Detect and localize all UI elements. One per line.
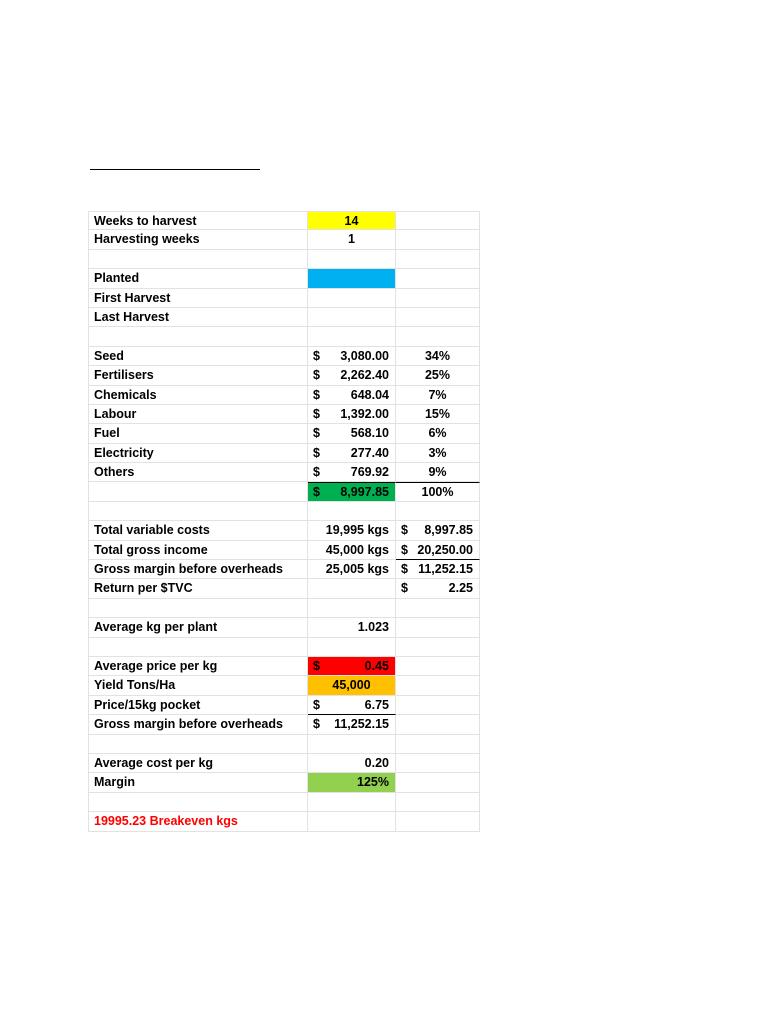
value-cell[interactable] (308, 269, 396, 288)
amount-value: 11,252.15 (418, 562, 473, 577)
value-cell[interactable] (308, 502, 396, 521)
currency-symbol: $ (313, 426, 320, 441)
extra-cell[interactable] (396, 386, 480, 405)
currency-symbol: $ (313, 697, 320, 712)
sheet-row (88, 676, 480, 695)
value-cell[interactable] (308, 618, 396, 637)
currency-symbol: $ (313, 445, 320, 460)
value-cell[interactable] (308, 463, 396, 482)
sheet-row (88, 289, 480, 308)
label-cell[interactable] (88, 405, 308, 424)
row-label: Fertilisers (94, 368, 154, 383)
currency-symbol: $ (313, 406, 320, 421)
value-cell[interactable] (308, 327, 396, 346)
label-cell[interactable] (88, 560, 308, 579)
value-cell[interactable] (308, 579, 396, 598)
label-cell[interactable] (88, 618, 308, 637)
sheet-row (88, 541, 480, 560)
label-cell[interactable] (88, 754, 308, 773)
extra-cell[interactable] (396, 327, 480, 346)
extra-cell[interactable] (396, 289, 480, 308)
currency-symbol: $ (401, 542, 408, 557)
sheet-row (88, 812, 480, 831)
value-cell[interactable] (308, 308, 396, 327)
value-cell[interactable] (308, 773, 396, 792)
label-cell[interactable] (88, 773, 308, 792)
value: 2,262.40 (340, 368, 389, 383)
row-label: Weeks to harvest (94, 214, 197, 228)
sheet-row (88, 482, 480, 501)
label-cell[interactable] (88, 599, 308, 618)
label-cell[interactable] (88, 579, 308, 598)
value: 3,080.00 (340, 348, 389, 363)
value-cell[interactable] (308, 230, 396, 249)
sheet-row (88, 735, 480, 754)
sheet-row (88, 579, 480, 598)
extra-cell[interactable] (396, 696, 480, 715)
row-label: First Harvest (94, 290, 171, 305)
extra-cell[interactable] (396, 444, 480, 463)
currency-symbol: $ (313, 465, 320, 480)
label-cell[interactable] (88, 696, 308, 715)
percent-value: 6% (428, 426, 447, 441)
value-cell[interactable] (308, 793, 396, 812)
value: 1.023 (357, 620, 389, 635)
label-cell[interactable] (88, 502, 308, 521)
sheet-row (88, 347, 480, 366)
percent-value: 3% (428, 445, 447, 460)
sheet-row (88, 386, 480, 405)
sheet-row (88, 793, 480, 812)
extra-cell[interactable] (396, 482, 480, 501)
percent-value: 34% (424, 348, 451, 363)
currency-symbol: $ (401, 562, 408, 577)
currency-symbol: $ (313, 387, 320, 402)
value-cell[interactable] (308, 735, 396, 754)
sheet-row (88, 696, 480, 715)
value: 14 (344, 214, 359, 228)
extra-cell[interactable] (396, 211, 480, 230)
sheet-row (88, 405, 480, 424)
value: 11,252.15 (334, 717, 389, 732)
row-label: 19995.23 Breakeven kgs (94, 814, 238, 829)
row-label: Chemicals (94, 387, 157, 402)
row-label: Gross margin before overheads (94, 717, 283, 732)
percent-value: 15% (424, 406, 451, 421)
row-label: Average cost per kg (94, 755, 214, 770)
row-label: Price/15kg pocket (94, 697, 201, 712)
extra-cell[interactable] (396, 735, 480, 754)
extra-cell[interactable] (396, 521, 480, 540)
value: 1,392.00 (340, 406, 389, 421)
value: 45,000 (332, 678, 371, 693)
value: 769.92 (350, 465, 389, 480)
value: 45,000 kgs (325, 542, 389, 557)
amount-value: 8,997.85 (424, 523, 473, 538)
sheet-row (88, 444, 480, 463)
sheet-row (88, 424, 480, 443)
sheet-row (88, 502, 480, 521)
label-cell[interactable] (88, 386, 308, 405)
extra-cell[interactable] (396, 308, 480, 327)
value: 25,005 kgs (325, 562, 389, 577)
value-cell[interactable] (308, 560, 396, 579)
percent-value: 7% (428, 387, 447, 402)
extra-cell[interactable] (396, 424, 480, 443)
row-label: Gross margin before overheads (94, 562, 283, 577)
label-cell[interactable] (88, 793, 308, 812)
row-label: Seed (94, 348, 124, 363)
extra-cell[interactable] (396, 715, 480, 734)
amount-value: 2.25 (448, 581, 473, 596)
extra-cell[interactable] (396, 230, 480, 249)
value-cell[interactable] (308, 638, 396, 657)
sheet-row (88, 754, 480, 773)
label-cell[interactable] (88, 482, 308, 501)
value: 125% (357, 775, 389, 790)
extra-cell[interactable] (396, 250, 480, 269)
value-cell[interactable] (308, 657, 396, 676)
sheet-row (88, 269, 480, 288)
row-label: Yield Tons/Ha (94, 678, 176, 693)
value-cell[interactable] (308, 812, 396, 831)
label-cell[interactable] (88, 269, 308, 288)
value: 0.20 (364, 755, 389, 770)
extra-cell[interactable] (396, 463, 480, 482)
extra-cell[interactable] (396, 793, 480, 812)
row-label: Margin (94, 775, 135, 790)
sheet-row (88, 773, 480, 792)
label-cell[interactable] (88, 230, 308, 249)
label-cell[interactable] (88, 676, 308, 695)
value-cell[interactable] (308, 521, 396, 540)
value: 568.10 (350, 426, 389, 441)
value-cell[interactable] (308, 424, 396, 443)
label-cell[interactable] (88, 463, 308, 482)
label-cell[interactable] (88, 541, 308, 560)
sheet-row (88, 308, 480, 327)
row-label: Electricity (94, 445, 154, 460)
title-underline (90, 169, 260, 170)
value-cell[interactable] (308, 366, 396, 385)
value-cell[interactable] (308, 347, 396, 366)
extra-cell[interactable] (396, 599, 480, 618)
sheet-row (88, 250, 480, 269)
value-cell[interactable] (308, 754, 396, 773)
currency-symbol: $ (313, 658, 320, 673)
value: 6.75 (364, 697, 389, 712)
sheet-row (88, 560, 480, 579)
label-cell[interactable] (88, 289, 308, 308)
label-cell[interactable] (88, 347, 308, 366)
label-cell[interactable] (88, 715, 308, 734)
extra-cell[interactable] (396, 502, 480, 521)
currency-symbol: $ (313, 717, 320, 732)
value-cell[interactable] (308, 715, 396, 734)
amount-value: 20,250.00 (417, 542, 473, 557)
extra-cell[interactable] (396, 773, 480, 792)
extra-cell[interactable] (396, 676, 480, 695)
label-cell[interactable] (88, 638, 308, 657)
currency-symbol: $ (313, 368, 320, 383)
currency-symbol: $ (401, 523, 408, 538)
extra-cell[interactable] (396, 269, 480, 288)
value: 0.45 (364, 658, 389, 673)
label-cell[interactable] (88, 812, 308, 831)
label-cell[interactable] (88, 521, 308, 540)
percent-value: 25% (424, 368, 451, 383)
extra-cell[interactable] (396, 541, 480, 560)
extra-cell[interactable] (396, 347, 480, 366)
value: 277.40 (350, 445, 389, 460)
extra-cell[interactable] (396, 618, 480, 637)
row-label: Total variable costs (94, 523, 210, 538)
value-cell[interactable] (308, 289, 396, 308)
row-label: Average kg per plant (94, 620, 218, 635)
extra-cell[interactable] (396, 638, 480, 657)
row-label: Return per $TVC (94, 581, 193, 596)
value-cell[interactable] (308, 405, 396, 424)
extra-cell[interactable] (396, 560, 480, 579)
value-cell[interactable] (308, 211, 396, 230)
sheet-row (88, 618, 480, 637)
sheet-row (88, 521, 480, 540)
label-cell[interactable] (88, 444, 308, 463)
value-cell[interactable] (308, 444, 396, 463)
value-cell[interactable] (308, 250, 396, 269)
row-label: Harvesting weeks (94, 232, 200, 247)
sheet-row (88, 366, 480, 385)
percent-value: 100% (421, 485, 454, 500)
label-cell[interactable] (88, 327, 308, 346)
sheet-row (88, 657, 480, 676)
extra-cell[interactable] (396, 366, 480, 385)
row-label: Fuel (94, 426, 120, 441)
value-cell[interactable] (308, 386, 396, 405)
sheet-row (88, 327, 480, 346)
label-cell[interactable] (88, 366, 308, 385)
row-label: Average price per kg (94, 658, 218, 673)
value-cell[interactable] (308, 599, 396, 618)
value: 8,997.85 (340, 485, 389, 500)
label-cell[interactable] (88, 308, 308, 327)
sheet-row (88, 599, 480, 618)
percent-value: 9% (428, 465, 447, 480)
sheet-row (88, 715, 480, 734)
row-label: Total gross income (94, 542, 208, 557)
row-label: Last Harvest (94, 309, 170, 324)
currency-symbol: $ (313, 485, 320, 500)
value-cell[interactable] (308, 482, 396, 501)
value-cell[interactable] (308, 696, 396, 715)
extra-cell[interactable] (396, 579, 480, 598)
label-cell[interactable] (88, 424, 308, 443)
value: 1 (348, 232, 355, 247)
sheet-row (88, 211, 480, 230)
extra-cell[interactable] (396, 812, 480, 831)
value-cell[interactable] (308, 676, 396, 695)
currency-symbol: $ (313, 348, 320, 363)
sheet-row (88, 638, 480, 657)
value-cell[interactable] (308, 541, 396, 560)
sheet-row (88, 230, 480, 249)
label-cell[interactable] (88, 211, 308, 230)
sheet-row (88, 463, 480, 482)
value: 19,995 kgs (325, 523, 389, 538)
label-cell[interactable] (88, 735, 308, 754)
currency-symbol: $ (401, 581, 408, 596)
label-cell[interactable] (88, 657, 308, 676)
extra-cell[interactable] (396, 754, 480, 773)
label-cell[interactable] (88, 250, 308, 269)
row-label: Planted (94, 271, 140, 286)
row-label: Others (94, 465, 135, 480)
row-label: Labour (94, 406, 137, 421)
gross-margin-sheet (88, 211, 480, 832)
extra-cell[interactable] (396, 657, 480, 676)
value: 648.04 (350, 387, 389, 402)
extra-cell[interactable] (396, 405, 480, 424)
